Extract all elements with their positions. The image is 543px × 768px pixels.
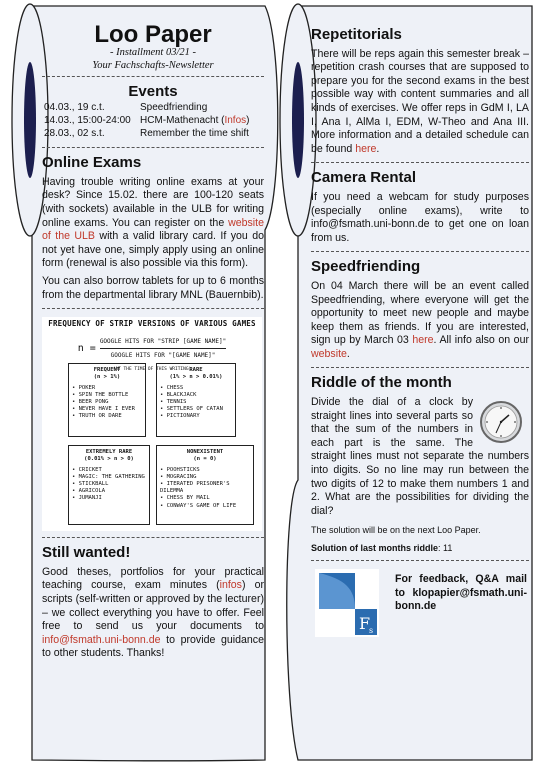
tagline: Your Fachschafts-Newsletter (92, 59, 214, 71)
formula-top: GOOGLE HITS FOR "STRIP [GAME NAME]" (100, 335, 226, 350)
riddle-note: The solution will be on the next Loo Paper. (311, 525, 481, 536)
box-item: • ITERATED PRISONER'S DILEMMA (160, 480, 230, 495)
box-item: • NEVER HAVE I EVER (72, 406, 135, 413)
box-item: • BEER PONG (72, 398, 109, 405)
text: . (376, 142, 380, 155)
box-item: • PICTIONARY (160, 413, 200, 420)
text: Good theses, portfolios for your practical teaching course, exam minutes ( (42, 565, 264, 592)
divider (311, 251, 529, 252)
box-range: (0.01% > n > 0) (84, 456, 134, 463)
text: On 04 March there will be an event called Speedfriending, where everyone will get the opportunity to meet new people and maybe keep them as friends. If you are interested, sign up by March 03 (311, 279, 529, 347)
text: with a valid library card. If you do not yet have one, simply apply using an online form (renewal is also possible via this form). (42, 230, 265, 270)
xkcd-comic (42, 317, 262, 531)
event-name-text: HCM-Mathenacht ( (140, 115, 225, 127)
event-name (140, 115, 250, 128)
box-item: • CHESS (160, 384, 184, 391)
logo-sub: s (369, 626, 374, 636)
divider (42, 147, 264, 148)
still-wanted-text (42, 566, 264, 661)
event-row (42, 115, 250, 128)
formula-bottom: GOOGLE HITS FOR "[GAME NAME]" (110, 352, 216, 360)
comic-box-rare (156, 363, 236, 437)
online-exams-text (42, 176, 264, 271)
box-item: • CHESS BY MAIL (160, 495, 210, 502)
events-heading: Events (128, 82, 178, 100)
box-item: • JUMANJI (72, 495, 102, 502)
riddle-solution (311, 542, 529, 554)
feedback-section (311, 569, 529, 639)
website-link[interactable]: website (311, 347, 347, 360)
comic-title: FREQUENCY OF STRIP VERSIONS OF VARIOUS GAMES (48, 319, 256, 329)
speedfriending-heading: Speedfriending (311, 258, 421, 276)
event-name: Remember the time shift (140, 128, 249, 140)
riddle-text: Divide the dial of a clock by straight lines into several parts so that the sum of the numbers in each part is the same. The straight lines must not separate the numbers into digits. So no line may run between the two digits of 12 to make them numbers 1 and 2. What are the possibilities for dividing the dial? (311, 396, 529, 517)
box-item: • BLACKJACK (160, 391, 197, 398)
infos-link[interactable]: Infos (224, 115, 247, 127)
text: to provide guidance to other students. Thanks! (42, 633, 264, 660)
clock-icon (479, 400, 523, 444)
events-table (42, 102, 250, 141)
box-item: • CRICKET (72, 466, 102, 473)
event-row (42, 102, 250, 115)
box-item: • TRUTH OR DARE (72, 413, 122, 420)
comic-box-extremely-rare (68, 445, 150, 525)
infos-link[interactable]: infos (219, 579, 242, 592)
right-column (311, 8, 529, 639)
divider (42, 308, 264, 309)
online-exams-heading: Online Exams (42, 154, 142, 172)
text: . All info also on our (433, 334, 529, 347)
event-date: 28.03., 02 s.t. (44, 128, 105, 140)
event-date: 14.03., 15:00-24:00 (44, 115, 131, 127)
comic-box-frequent (68, 363, 146, 437)
divider (42, 537, 264, 538)
box-item: • CONWAY'S GAME OF LIFE (160, 502, 237, 509)
divider (311, 560, 529, 561)
schedule-link[interactable]: here (355, 142, 377, 155)
riddle-heading: Riddle of the month (311, 374, 452, 392)
repetitorials-text (311, 48, 529, 157)
text: . (346, 347, 350, 360)
box-item: • MAGIC: THE GATHERING (72, 473, 145, 480)
ulb-website-link[interactable]: website of the ULB (42, 216, 264, 243)
event-row (42, 128, 250, 141)
feedback-text: For feedback, Q&A mail to klopapier@fsmath.uni-bonn.de (395, 573, 527, 612)
box-range: (n = 0) (193, 456, 217, 463)
formula-note: (AT THE TIME OF THIS WRITING) (112, 366, 192, 372)
box-item: • SETTLERS OF CATAN (160, 406, 223, 413)
text: There will be reps again this semester break – repetition crash courses that are supposed to prepare you for the second exams in the best possible way with content summaries and all kinds of exercises. We offer reps in GdM I, LA I, Ana I, AlMa I, EDM, W-Theo and Ana III. More information and a detailed schedule can be found (311, 47, 529, 155)
box-item: • SPIN THE BOTTLE (72, 391, 129, 398)
box-item: • POKER (72, 384, 96, 391)
divider (42, 76, 264, 77)
box-head: RARE (189, 367, 203, 374)
text: ) or scripts (self-written or approved by the lecturer) – we collect everything you have to offer. Feel free to send us your documents to (42, 579, 264, 633)
event-name: Speedfriending (140, 102, 208, 114)
signup-link[interactable]: here (412, 334, 434, 347)
box-item: • AGRICOLA (72, 488, 106, 495)
fachschaft-logo (315, 569, 379, 637)
event-name-tail: ) (246, 115, 250, 127)
installment: - Installment 03/21 - (109, 46, 197, 58)
email-link[interactable]: info@fsmath.uni-bonn.de (42, 633, 161, 646)
box-item: • MOGRACING (160, 473, 197, 480)
divider (311, 367, 529, 368)
camera-text: If you need a webcam for study purposes (especially online exams), write to info@fsmath.uni-bonn.de to get one on loan from us. (311, 190, 529, 244)
box-head: EXTREMELY RARE (85, 449, 133, 456)
camera-heading: Camera Rental (311, 169, 417, 187)
logo-letter: F (359, 614, 371, 634)
text: Having trouble writing online exams at your desk? Since 15.02. there are 100-120 seats (with sockets) available in the ULB for writing online exams. You can register on the (42, 175, 264, 229)
speedfriending-text (311, 280, 529, 362)
box-item: • STICKBALL (72, 480, 109, 487)
box-head: FREQUENT (93, 367, 121, 374)
box-range: (1% > n > 0.01%) (169, 374, 223, 381)
online-exams-tablets: You can also borrow tablets for up to 6 months from the departmental library MNL (Bauernbib). (42, 274, 264, 301)
divider (311, 162, 529, 163)
still-wanted-heading: Still wanted! (42, 544, 131, 562)
event-date: 04.03., 19 c.t. (44, 102, 105, 114)
left-column (42, 8, 264, 665)
formula-n: n = (77, 343, 96, 355)
comic-box-nonexistent (156, 445, 254, 525)
box-item: • POOHSTICKS (160, 466, 200, 473)
solution-label: Solution of last months riddle (311, 543, 438, 554)
box-head: NONEXISTENT (186, 449, 224, 456)
solution-value: : 11 (438, 543, 453, 554)
repetitorials-heading: Repetitorials (311, 26, 402, 43)
box-range: (n > 1%) (93, 374, 121, 381)
box-item: • TENNIS (160, 398, 187, 405)
page-title: Loo Paper (94, 21, 212, 48)
